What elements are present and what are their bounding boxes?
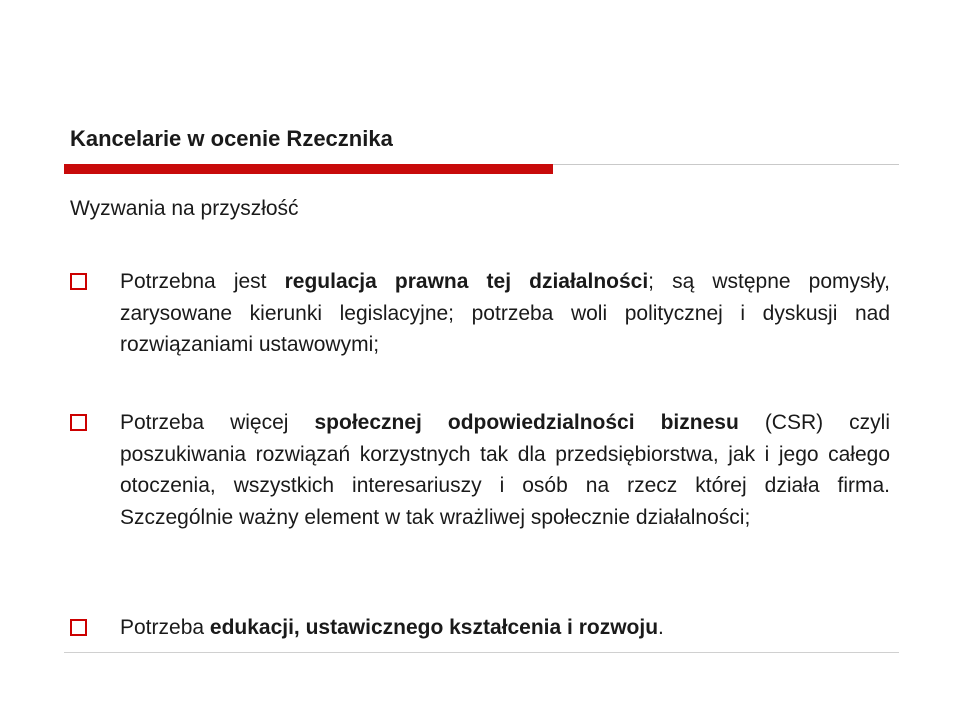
title-divider-line: [553, 164, 899, 165]
bullet-text: [120, 612, 890, 644]
bullet-item: [70, 266, 890, 361]
slide-subtitle: Wyzwania na przyszłość: [70, 197, 299, 220]
bullet-segment: (CSR) czyli poszukiwania rozwiązań korzystnych tak dla przedsiębiorstwa, jak i jego całego otoczenia, wszystkich interesariuszy i osób na rzecz której działa firma. Szczególnie ważny element w tak wrażliwej społecznie działalności;: [120, 411, 891, 529]
bullet-text: [120, 407, 890, 533]
slide-title: Kancelarie w ocenie Rzecznika: [70, 126, 393, 151]
bullet-segment-bold: regulacja prawna tej działalności: [284, 270, 649, 293]
bullet-segment-bold: edukacji, ustawicznego kształcenia i rozwoju: [209, 616, 659, 639]
bullet-segment: .: [658, 616, 664, 639]
bullet-text: [120, 266, 890, 361]
bullet-segment-bold: społecznej odpowiedzialności biznesu: [314, 411, 739, 434]
bullet-segment: Potrzeba więcej: [120, 411, 315, 434]
bullet-item: [70, 407, 890, 533]
square-bullet-icon: [70, 619, 87, 636]
bullet-segment: Potrzeba: [120, 616, 210, 639]
bullet-item: [70, 612, 890, 644]
bottom-divider-line: [64, 652, 899, 653]
square-bullet-icon: [70, 414, 87, 431]
bullet-segment: ; są wstępne pomysły, zarysowane kierunki legislacyjne; potrzeba woli politycznej i dyskusji nad rozwiązaniami ustawowymi;: [120, 270, 890, 356]
title-accent-bar: [64, 164, 553, 174]
square-bullet-icon: [70, 273, 87, 290]
bullet-segment: Potrzebna jest: [120, 270, 285, 293]
